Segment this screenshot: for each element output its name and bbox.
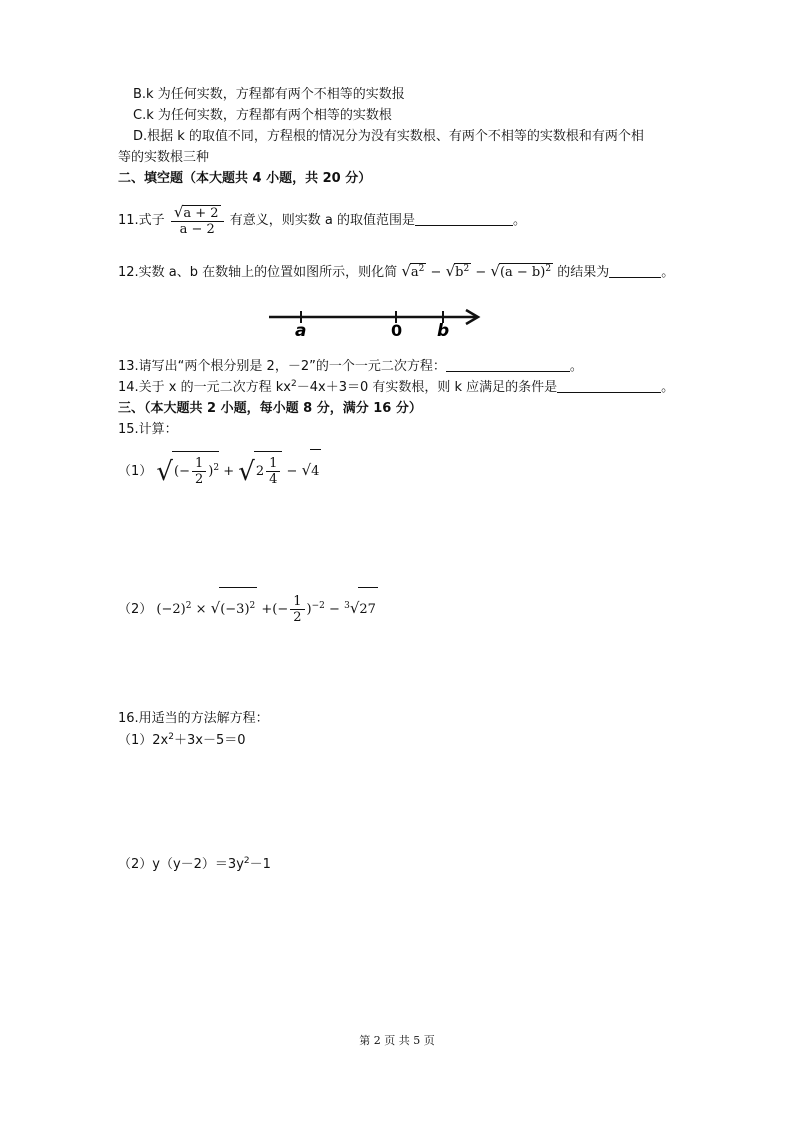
question-16-part-1: $(1)2x^2+3x-5=0$ [118, 732, 246, 748]
q15-p2-frac-den: 2 [293, 610, 302, 625]
q12-radicand-a: a [410, 265, 419, 280]
q12-answer-blank[interactable] [609, 263, 661, 278]
q11-denominator: a − 2 [179, 221, 215, 237]
question-13 [118, 357, 583, 376]
q14-answer-blank[interactable] [557, 378, 661, 393]
question-15-part-1: （1） √(− $\frac{1}{2}$ )$^2$ + √2 $\frac{1}{4}$ − √4 [118, 448, 321, 492]
q11-prefix: 11.式子 [118, 213, 165, 228]
option-d-line1: D.根据 k 的取值不同，方程根的情况分为没有实数根、有两个不相等的实数根和有两个相 [133, 129, 644, 144]
q11-suffix: 有意义，则实数 a 的取值范围是 [229, 213, 415, 228]
q15-p1-whole: 2 [255, 464, 265, 479]
number-line-figure [266, 300, 486, 340]
question-11 [118, 200, 526, 242]
q12-prefix: 12.实数 a、b 在数轴上的位置如图所示，则化简 [118, 265, 398, 280]
q12-radicand-b: b [455, 265, 464, 280]
q12-radicand-ab: (a − b) [499, 265, 546, 280]
q16-p2-rest: －1 [249, 857, 271, 872]
question-14: 14.关于 x 的一元二次方程 $kx^2-4x+3=0$ 有实数根，则 k 应满足的条件是 。 [118, 379, 675, 395]
section-3-heading: 三、（本大题共 2 小题，每小题 8 分，满分 16 分） [118, 401, 422, 416]
page-footer: 第 2 页 共 5 页 [359, 1034, 435, 1047]
q12-suffix: 的结果为 [557, 265, 610, 280]
option-b: B.k 为任何实数，方程都有两个不相等的实数报 [133, 87, 405, 102]
q12-end: 。 [661, 265, 675, 280]
question-15-label: 15.计算： [118, 422, 178, 437]
q15-p2-root-index: 3 [344, 601, 350, 611]
question-16-part-2: $(2)y(y-2)=3y^2-1$ [118, 856, 271, 872]
q16-p1-rest: ＋3x－5＝0 [173, 733, 246, 748]
q13-text: 13.请写出“两个根分别是 2，－2”的一个一元二次方程： [118, 359, 446, 374]
q15-p2-frac-num: 1 [290, 594, 304, 610]
label-a: a [295, 321, 307, 340]
q11-numerator: a + 2 [183, 205, 219, 221]
q16-p2-start: （2）y（y－2）＝3y [118, 857, 244, 872]
q13-end: 。 [569, 359, 583, 374]
q15-p1-mixed-num: 1 [266, 456, 280, 472]
q11-answer-blank[interactable] [415, 211, 513, 226]
q16-p1-start: （1）2x [118, 733, 169, 748]
option-d-line2: 等的实数根三种 [118, 150, 210, 165]
q14-prefix: 14.关于 x 的一元二次方程 kx [118, 380, 291, 395]
q15-p1-mixed-den: 4 [269, 472, 278, 487]
q11-fraction: $\frac{√a + 2}{a - 2}$ [171, 205, 224, 237]
q15-p2-last-radicand: 27 [358, 587, 378, 632]
q15-p2-term-a: (−2) [156, 602, 186, 617]
q15-p1-last-radicand: 4 [310, 449, 321, 494]
q15-p1-frac-den: 2 [194, 472, 204, 487]
q11-end: 。 [512, 213, 526, 228]
q13-answer-blank[interactable] [446, 357, 570, 372]
q15-p1-label: （1） [118, 464, 153, 479]
label-zero: 0 [391, 321, 403, 340]
q15-p2-radicand-b: (−3) [220, 602, 250, 617]
label-b: b [437, 321, 450, 340]
question-12: 12.实数 a、b 在数轴上的位置如图所示，则化简 $√a^2 - √b^2 - √(a - b)^2$ 的结果为 。 [118, 262, 675, 280]
q15-p1-frac-num: 1 [192, 456, 206, 472]
option-c: C.k 为任何实数，方程都有两个相等的实数根 [133, 108, 392, 123]
q15-p2-label: （2） [118, 602, 153, 617]
question-16-label: 16.用适当的方法解方程： [118, 711, 269, 726]
q14-end: 。 [661, 380, 675, 395]
section-2-heading: 二、填空题（本大题共 4 小题，共 20 分） [118, 171, 372, 186]
question-15-part-2: （2） $(-2)^2 \times √(-3)^2$ +(− $\frac{1}{2}$ )$^{-2}$ − $^3$√27 [118, 586, 378, 630]
q14-mid: －4x＋3＝0 有实数根，则 k 应满足的条件是 [296, 380, 558, 395]
